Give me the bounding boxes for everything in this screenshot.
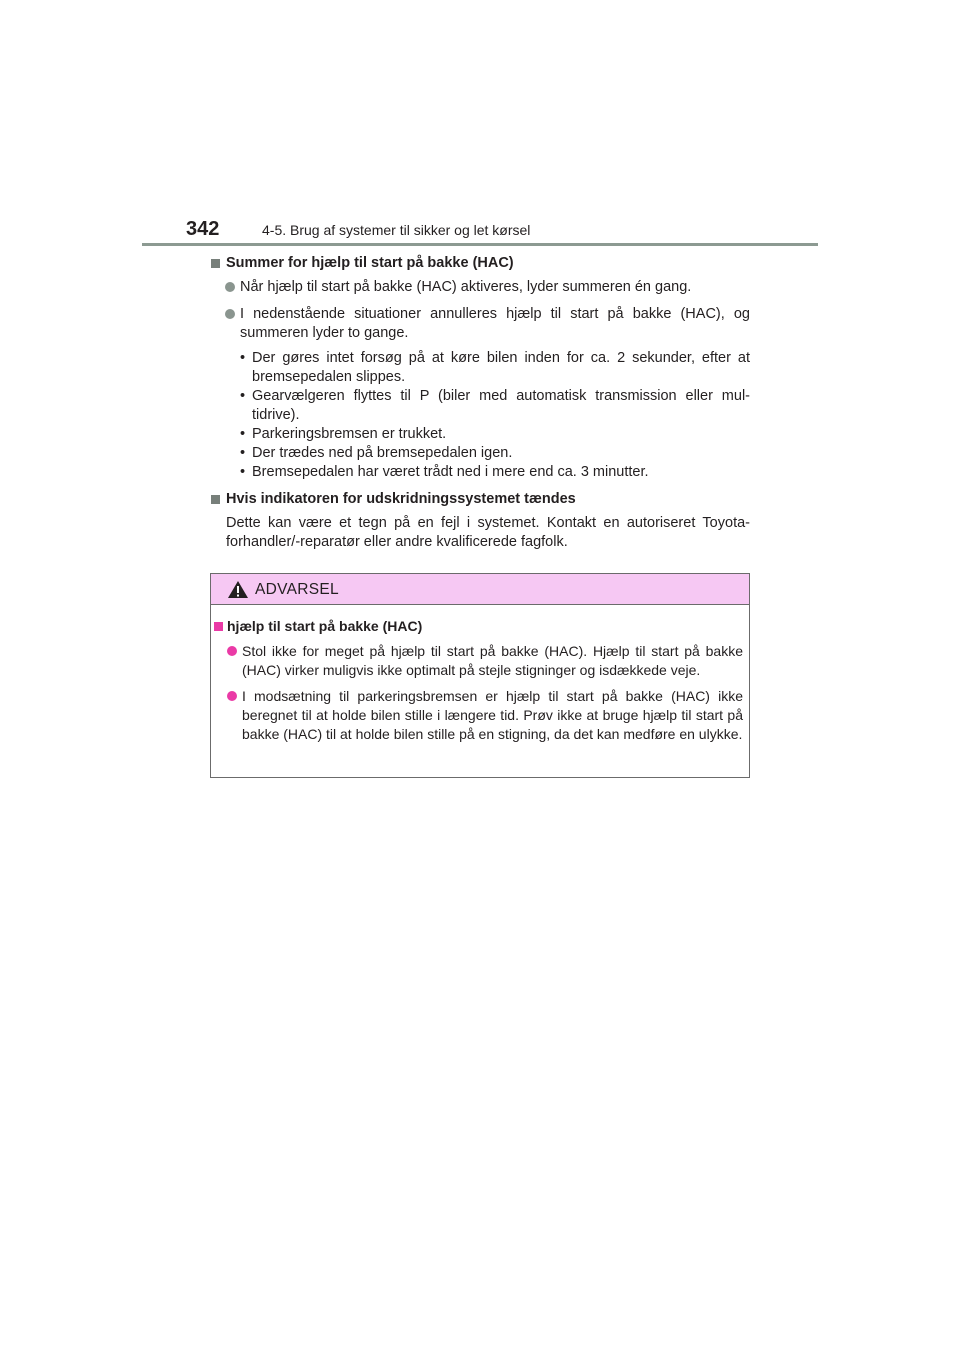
warning-header [211,574,749,605]
list-item: • Bremsepedalen har været trådt ned i mere end ca. 3 minutter. [240,464,649,480]
header-rule [142,243,818,246]
list-item-text: Gearvælgeren flyttes til P (biler med automatisk transmission eller mul-tidrive). [252,388,750,423]
section-hac-buzzer-title [210,254,750,273]
square-bullet-icon [211,259,220,268]
bullet-item [210,305,750,343]
list-item: • Parkeringsbremsen er trukket. [240,426,447,442]
warning-bullet [213,642,743,680]
bullet-text: Når hjælp til start på bakke (HAC) aktiveres, lyder summeren én gang. [240,279,692,295]
chapter-header: 4-5. Brug af systemer til sikker og let kørsel [262,222,531,238]
list-item: • Der gøres intet forsøg på at køre bilen inden for ca. 2 sekunder, efter at bremsepedalen slippes. [240,350,750,385]
warning-body [213,617,743,751]
circle-bullet-icon [225,309,235,319]
list-item: • Der trædes ned på bremsepedalen igen. [240,445,513,461]
bullet-text: I nedenstående situationer annulleres hjælp til start på bakke (HAC), og summeren lyder to gange. [240,306,750,341]
main-content [210,254,750,560]
warning-triangle-icon [227,580,249,604]
slip-indicator-text: Dette kan være et tegn på en fejl i systemet. Kontakt en autoriseret Toyota-forhandler/-reparatør eller andre kvalificerede fagfolk. [226,515,750,550]
warning-bullet-text: I modsætning til parkeringsbremsen er hjælp til start på bakke (HAC) ikke beregnet til at holde bilen stille i længere tid. Prøv ikke at bruge hjælp til start på bakke (HAC) til at holde bilen stille på en stigning, da det kan medføre en ulykke. [242,688,743,742]
section-title-text: Hvis indikatoren for udskridningssystemet tændes [226,491,576,507]
list-item-text: Bremsepedalen har været trådt ned i mere end ca. 3 minutter. [252,464,649,480]
section-title-text: Summer for hjælp til start på bakke (HAC) [226,255,514,271]
page-number: 342 [186,218,220,240]
list-item-text: Der gøres intet forsøg på at køre bilen inden for ca. 2 sekunder, efter at bremsepedalen slippes. [252,350,750,385]
list-item-text: Der trædes ned på bremsepedalen igen. [252,445,513,461]
circle-bullet-icon [227,646,237,656]
list-item-text: Parkeringsbremsen er trukket. [252,426,447,442]
warning-box [210,573,750,778]
circle-bullet-icon [225,282,235,292]
warning-label: ADVARSEL [255,581,339,598]
circle-bullet-icon [227,691,237,701]
square-bullet-icon [211,495,220,504]
bullet-item [210,278,750,297]
warning-bullet [213,687,743,744]
warning-title-text: hjælp til start på bakke (HAC) [227,618,423,634]
square-bullet-icon [214,622,223,631]
cancel-conditions-list [210,349,750,482]
section-slip-indicator-title [210,490,750,509]
warning-bullet-text: Stol ikke for meget på hjælp til start på bakke (HAC). Hjælp til start på bakke (HAC) virker muligvis ikke optimalt på stejle stigninger og isdækkede veje. [242,643,743,678]
warning-title [213,617,743,636]
list-item: • Gearvælgeren flyttes til P (biler med automatisk transmission eller mul-tidrive). [240,388,750,423]
